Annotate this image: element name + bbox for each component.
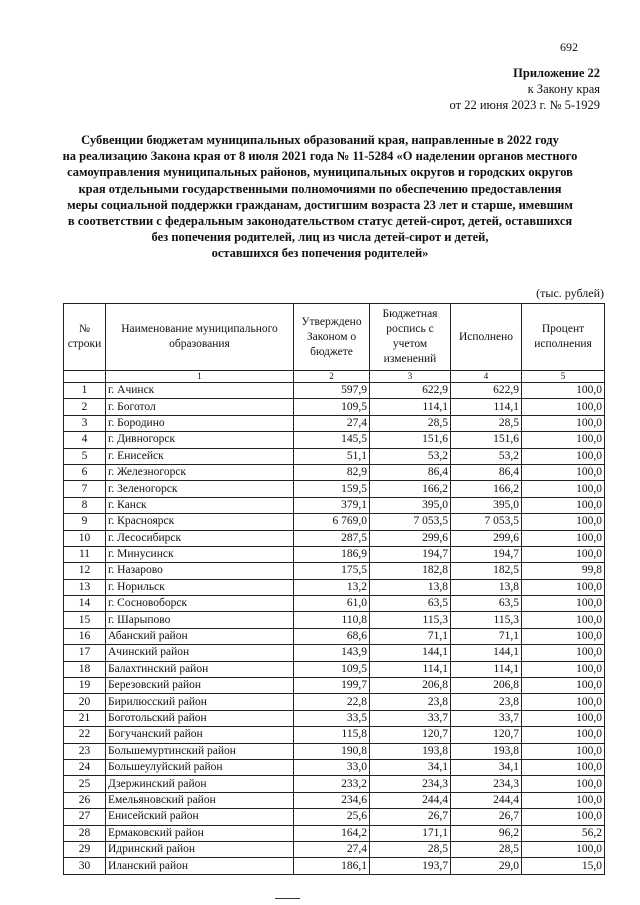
municipality-name: Березовский район	[106, 678, 294, 694]
execution-percent: 100,0	[522, 612, 605, 628]
municipality-name: Ермаковский район	[106, 825, 294, 841]
budget-list-amount: 26,7	[370, 809, 451, 825]
table-row	[64, 809, 605, 825]
column-number: 4	[451, 371, 522, 383]
table-row	[64, 710, 605, 726]
table-row	[64, 628, 605, 644]
execution-percent: 100,0	[522, 841, 605, 857]
table-row	[64, 694, 605, 710]
execution-percent: 100,0	[522, 727, 605, 743]
approved-amount: 13,2	[294, 579, 370, 595]
execution-percent: 100,0	[522, 596, 605, 612]
municipality-name: Большемуртинский район	[106, 743, 294, 759]
table-row	[64, 612, 605, 628]
approved-amount: 143,9	[294, 645, 370, 661]
executed-amount: 166,2	[451, 481, 522, 497]
approved-amount: 61,0	[294, 596, 370, 612]
title-line: меры социальной поддержки гражданам, достигшим возраста 23 лет и старше, имевшим	[67, 197, 573, 212]
title-line: в соответствии с федеральным законодательством статус детей-сирот, детей, оставшихся	[67, 214, 573, 229]
appendix-label: Приложение 22	[513, 66, 600, 80]
row-number: 11	[64, 546, 106, 562]
page-number: 692	[560, 40, 578, 54]
table-row	[64, 530, 605, 546]
column-number: 2	[294, 371, 370, 383]
municipality-name: г. Енисейск	[106, 448, 294, 464]
execution-percent: 100,0	[522, 743, 605, 759]
executed-amount: 234,3	[451, 776, 522, 792]
row-number: 22	[64, 727, 106, 743]
execution-percent: 100,0	[522, 497, 605, 513]
execution-percent: 100,0	[522, 464, 605, 480]
title-line: самоуправления муниципальных районов, муниципальных округов и городских округов	[67, 165, 573, 180]
row-number: 30	[64, 858, 106, 874]
municipality-name: г. Сосновоборск	[106, 596, 294, 612]
execution-percent: 100,0	[522, 661, 605, 677]
table-row	[64, 563, 605, 579]
executed-amount: 26,7	[451, 809, 522, 825]
executed-amount: 115,3	[451, 612, 522, 628]
approved-amount: 68,6	[294, 628, 370, 644]
executed-amount: 86,4	[451, 464, 522, 480]
budget-list-amount: 622,9	[370, 383, 451, 399]
title-line: оставшихся без попечения родителей»	[211, 246, 429, 261]
budget-list-amount: 166,2	[370, 481, 451, 497]
approved-amount: 233,2	[294, 776, 370, 792]
row-number: 25	[64, 776, 106, 792]
executed-amount: 13,8	[451, 579, 522, 595]
budget-list-amount: 193,7	[370, 858, 451, 874]
municipality-name: Бирилюсский район	[106, 694, 294, 710]
footer-divider	[275, 898, 300, 899]
table-row	[64, 645, 605, 661]
table-row	[64, 825, 605, 841]
executed-amount: 144,1	[451, 645, 522, 661]
budget-list-amount: 171,1	[370, 825, 451, 841]
executed-amount: 71,1	[451, 628, 522, 644]
table-row	[64, 743, 605, 759]
table-row	[64, 579, 605, 595]
budget-list-amount: 206,8	[370, 678, 451, 694]
row-number: 8	[64, 497, 106, 513]
execution-percent: 100,0	[522, 415, 605, 431]
execution-percent: 99,8	[522, 563, 605, 579]
approved-amount: 159,5	[294, 481, 370, 497]
execution-percent: 100,0	[522, 448, 605, 464]
budget-list-amount: 194,7	[370, 546, 451, 562]
title-line: Субвенции бюджетам муниципальных образований края, направленные в 2022 году	[81, 133, 559, 147]
execution-percent: 100,0	[522, 432, 605, 448]
budget-list-amount: 182,8	[370, 563, 451, 579]
approved-amount: 145,5	[294, 432, 370, 448]
budget-list-amount: 114,1	[370, 661, 451, 677]
table-row	[64, 464, 605, 480]
column-number: 3	[370, 371, 451, 383]
row-number: 3	[64, 415, 106, 431]
row-number: 4	[64, 432, 106, 448]
executed-amount: 7 053,5	[451, 514, 522, 530]
row-number: 17	[64, 645, 106, 661]
row-number: 26	[64, 792, 106, 808]
row-number: 13	[64, 579, 106, 595]
table-row	[64, 596, 605, 612]
table-row	[64, 514, 605, 530]
table-row	[64, 841, 605, 857]
title-line: края отдельными государственными полномочиями по обеспечению предоставления	[78, 181, 562, 196]
municipality-name: Иланский район	[106, 858, 294, 874]
municipality-name: Дзержинский район	[106, 776, 294, 792]
municipality-name: г. Канск	[106, 497, 294, 513]
table-row	[64, 415, 605, 431]
units-label: (тыс. рублей)	[536, 286, 604, 300]
execution-percent: 100,0	[522, 678, 605, 694]
executed-amount: 120,7	[451, 727, 522, 743]
executed-amount: 28,5	[451, 415, 522, 431]
header-row	[64, 304, 605, 371]
executed-amount: 194,7	[451, 546, 522, 562]
row-number: 2	[64, 399, 106, 415]
table-row	[64, 399, 605, 415]
municipality-name: Большеулуйский район	[106, 759, 294, 775]
execution-percent: 100,0	[522, 514, 605, 530]
row-number: 5	[64, 448, 106, 464]
executed-amount: 96,2	[451, 825, 522, 841]
budget-list-amount: 7 053,5	[370, 514, 451, 530]
row-number: 27	[64, 809, 106, 825]
execution-percent: 100,0	[522, 710, 605, 726]
budget-list-amount: 71,1	[370, 628, 451, 644]
budget-list-amount: 86,4	[370, 464, 451, 480]
municipality-name: г. Лесосибирск	[106, 530, 294, 546]
row-number: 7	[64, 481, 106, 497]
column-number-row	[64, 371, 605, 383]
execution-percent: 100,0	[522, 579, 605, 595]
budget-list-amount: 299,6	[370, 530, 451, 546]
title-line: на реализацию Закона края от 8 июля 2021 года № 11-5284 «О наделении органов местного	[62, 149, 578, 164]
header-name: Наименование муниципального образования	[106, 304, 294, 371]
budget-list-amount: 114,1	[370, 399, 451, 415]
appendix-date: от 22 июня 2023 г. № 5-1929	[449, 98, 600, 112]
table-row	[64, 481, 605, 497]
municipality-name: Емельяновский район	[106, 792, 294, 808]
table-row	[64, 546, 605, 562]
approved-amount: 109,5	[294, 661, 370, 677]
executed-amount: 622,9	[451, 383, 522, 399]
approved-amount: 175,5	[294, 563, 370, 579]
execution-percent: 15,0	[522, 858, 605, 874]
approved-amount: 110,8	[294, 612, 370, 628]
budget-list-amount: 234,3	[370, 776, 451, 792]
execution-percent: 56,2	[522, 825, 605, 841]
header-executed: Исполнено	[451, 304, 522, 371]
municipality-name: Богучанский район	[106, 727, 294, 743]
row-number: 18	[64, 661, 106, 677]
row-number: 1	[64, 383, 106, 399]
municipality-name: Боготольский район	[106, 710, 294, 726]
approved-amount: 109,5	[294, 399, 370, 415]
row-number: 24	[64, 759, 106, 775]
table-row	[64, 776, 605, 792]
table-row	[64, 497, 605, 513]
table-row	[64, 792, 605, 808]
header-row-number: № строки	[64, 304, 106, 371]
executed-amount: 34,1	[451, 759, 522, 775]
row-number: 29	[64, 841, 106, 857]
execution-percent: 100,0	[522, 694, 605, 710]
executed-amount: 182,5	[451, 563, 522, 579]
municipality-name: г. Норильск	[106, 579, 294, 595]
row-number: 12	[64, 563, 106, 579]
municipality-name: Идринский район	[106, 841, 294, 857]
title-line: без попечения родителей, лиц из числа детей-сирот и детей,	[151, 230, 489, 245]
row-number: 28	[64, 825, 106, 841]
approved-amount: 27,4	[294, 415, 370, 431]
municipality-name: г. Зеленогорск	[106, 481, 294, 497]
approved-amount: 287,5	[294, 530, 370, 546]
table-row	[64, 432, 605, 448]
executed-amount: 53,2	[451, 448, 522, 464]
executed-amount: 206,8	[451, 678, 522, 694]
row-number: 14	[64, 596, 106, 612]
executed-amount: 63,5	[451, 596, 522, 612]
executed-amount: 28,5	[451, 841, 522, 857]
execution-percent: 100,0	[522, 759, 605, 775]
municipality-name: г. Железногорск	[106, 464, 294, 480]
row-number: 21	[64, 710, 106, 726]
column-number: 1	[106, 371, 294, 383]
budget-list-amount: 63,5	[370, 596, 451, 612]
municipality-name: г. Назарово	[106, 563, 294, 579]
table-row	[64, 678, 605, 694]
executed-amount: 114,1	[451, 661, 522, 677]
execution-percent: 100,0	[522, 792, 605, 808]
row-number: 9	[64, 514, 106, 530]
budget-list-amount: 34,1	[370, 759, 451, 775]
execution-percent: 100,0	[522, 399, 605, 415]
header-approved: Утверждено Законом о бюджете	[294, 304, 370, 371]
executed-amount: 151,6	[451, 432, 522, 448]
budget-list-amount: 395,0	[370, 497, 451, 513]
municipality-name: Енисейский район	[106, 809, 294, 825]
budget-list-amount: 23,8	[370, 694, 451, 710]
budget-list-amount: 151,6	[370, 432, 451, 448]
executed-amount: 114,1	[451, 399, 522, 415]
municipality-name: г. Красноярск	[106, 514, 294, 530]
table-row	[64, 727, 605, 743]
document-title	[40, 132, 600, 262]
row-number: 10	[64, 530, 106, 546]
execution-percent: 100,0	[522, 628, 605, 644]
municipality-name: Ачинский район	[106, 645, 294, 661]
header-percent: Процент исполнения	[522, 304, 605, 371]
execution-percent: 100,0	[522, 776, 605, 792]
row-number: 15	[64, 612, 106, 628]
budget-list-amount: 144,1	[370, 645, 451, 661]
budget-list-amount: 115,3	[370, 612, 451, 628]
approved-amount: 22,8	[294, 694, 370, 710]
approved-amount: 6 769,0	[294, 514, 370, 530]
row-number: 6	[64, 464, 106, 480]
table-row	[64, 661, 605, 677]
approved-amount: 186,9	[294, 546, 370, 562]
budget-list-amount: 13,8	[370, 579, 451, 595]
table-row	[64, 858, 605, 874]
header-budget-list: Бюджетная роспись с учетом изменений	[370, 304, 451, 371]
execution-percent: 100,0	[522, 546, 605, 562]
executed-amount: 395,0	[451, 497, 522, 513]
execution-percent: 100,0	[522, 481, 605, 497]
municipality-name: г. Дивногорск	[106, 432, 294, 448]
execution-percent: 100,0	[522, 383, 605, 399]
appendix-law: к Закону края	[527, 82, 600, 96]
municipality-name: г. Шарыпово	[106, 612, 294, 628]
approved-amount: 51,1	[294, 448, 370, 464]
approved-amount: 186,1	[294, 858, 370, 874]
table-row	[64, 448, 605, 464]
row-number: 23	[64, 743, 106, 759]
municipality-name: Балахтинский район	[106, 661, 294, 677]
budget-list-amount: 193,8	[370, 743, 451, 759]
approved-amount: 82,9	[294, 464, 370, 480]
municipality-name: Абанский район	[106, 628, 294, 644]
municipality-name: г. Минусинск	[106, 546, 294, 562]
budget-list-amount: 28,5	[370, 415, 451, 431]
budget-list-amount: 33,7	[370, 710, 451, 726]
executed-amount: 29,0	[451, 858, 522, 874]
column-number: 5	[522, 371, 605, 383]
approved-amount: 597,9	[294, 383, 370, 399]
municipality-name: г. Бородино	[106, 415, 294, 431]
approved-amount: 164,2	[294, 825, 370, 841]
table-row	[64, 759, 605, 775]
approved-amount: 27,4	[294, 841, 370, 857]
execution-percent: 100,0	[522, 530, 605, 546]
approved-amount: 115,8	[294, 727, 370, 743]
approved-amount: 25,6	[294, 809, 370, 825]
budget-list-amount: 120,7	[370, 727, 451, 743]
execution-percent: 100,0	[522, 809, 605, 825]
subventions-table	[63, 303, 605, 875]
budget-list-amount: 53,2	[370, 448, 451, 464]
approved-amount: 199,7	[294, 678, 370, 694]
municipality-name: г. Боготол	[106, 399, 294, 415]
approved-amount: 33,5	[294, 710, 370, 726]
approved-amount: 379,1	[294, 497, 370, 513]
executed-amount: 193,8	[451, 743, 522, 759]
executed-amount: 244,4	[451, 792, 522, 808]
executed-amount: 299,6	[451, 530, 522, 546]
approved-amount: 190,8	[294, 743, 370, 759]
executed-amount: 23,8	[451, 694, 522, 710]
row-number: 19	[64, 678, 106, 694]
municipality-name: г. Ачинск	[106, 383, 294, 399]
executed-amount: 33,7	[451, 710, 522, 726]
execution-percent: 100,0	[522, 645, 605, 661]
budget-list-amount: 28,5	[370, 841, 451, 857]
approved-amount: 33,0	[294, 759, 370, 775]
row-number: 20	[64, 694, 106, 710]
approved-amount: 234,6	[294, 792, 370, 808]
table-row	[64, 383, 605, 399]
budget-list-amount: 244,4	[370, 792, 451, 808]
row-number: 16	[64, 628, 106, 644]
